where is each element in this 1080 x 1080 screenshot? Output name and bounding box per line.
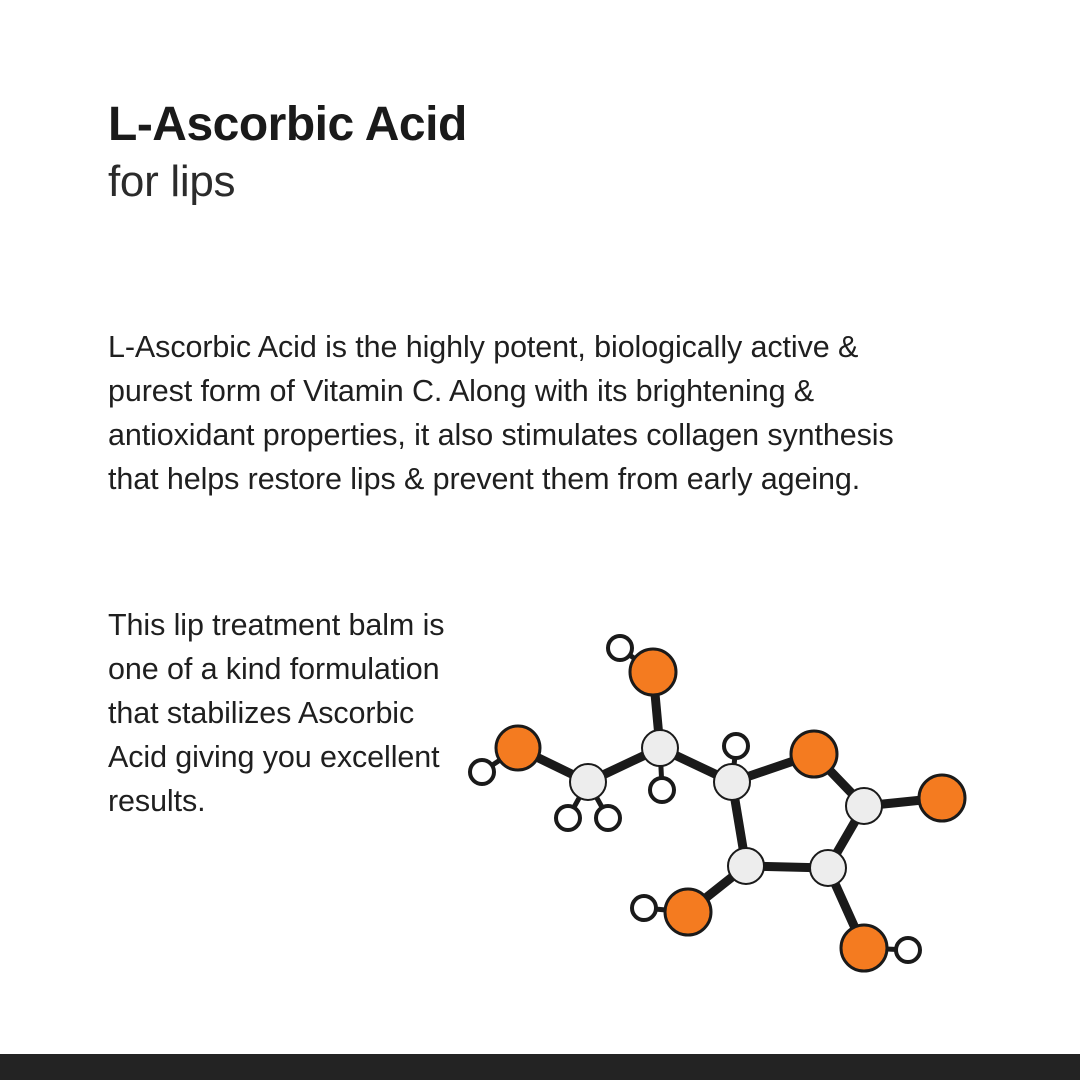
hydrogen-atom bbox=[556, 806, 580, 830]
carbon-atom bbox=[810, 850, 846, 886]
hydrogen-atom bbox=[596, 806, 620, 830]
hydrogen-atom bbox=[632, 896, 656, 920]
hydrogen-atom bbox=[608, 636, 632, 660]
oxygen-atom bbox=[665, 889, 711, 935]
carbon-atom bbox=[846, 788, 882, 824]
hydrogen-atom bbox=[650, 778, 674, 802]
description-paragraph-primary: L-Ascorbic Acid is the highly potent, biologically active & purest form of Vitamin C. Along with its brightening & antioxidant properties, it also stimulates collagen synthesis that helps restore lips & prevent them from early ageing. bbox=[108, 329, 894, 496]
carbon-atom bbox=[728, 848, 764, 884]
page-title: L-Ascorbic Acid bbox=[108, 98, 467, 151]
oxygen-atom bbox=[841, 925, 887, 971]
molecule-diagram bbox=[440, 600, 1000, 1000]
page-subtitle: for lips bbox=[108, 157, 236, 207]
description-paragraph-secondary: This lip treatment balm is one of a kind formulation that stabilizes Ascorbic Acid giving you excellent results. bbox=[108, 607, 445, 818]
carbon-atom bbox=[570, 764, 606, 800]
oxygen-atom bbox=[919, 775, 965, 821]
carbon-atom bbox=[642, 730, 678, 766]
title-block bbox=[108, 100, 808, 209]
hydrogen-atom bbox=[896, 938, 920, 962]
oxygen-atom bbox=[496, 726, 540, 770]
carbon-atom bbox=[714, 764, 750, 800]
hydrogen-atom bbox=[724, 734, 748, 758]
footer-bar bbox=[0, 1054, 1080, 1080]
hydrogen-atom bbox=[470, 760, 494, 784]
oxygen-atom bbox=[791, 731, 837, 777]
oxygen-atom bbox=[630, 649, 676, 695]
